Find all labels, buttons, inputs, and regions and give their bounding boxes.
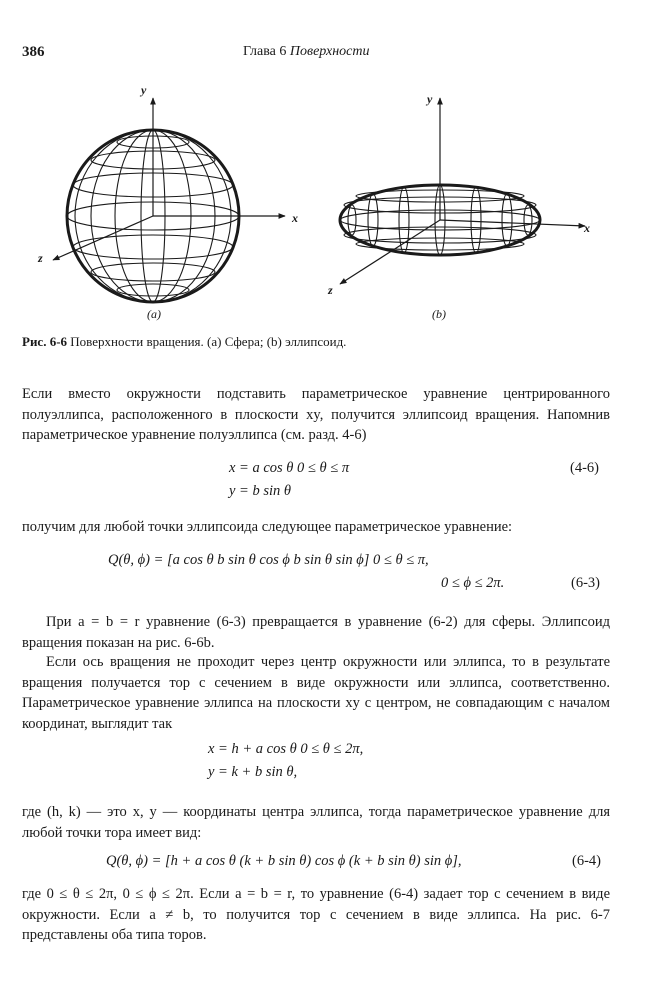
ellipsoid-x-label: x <box>584 221 590 235</box>
header-title: Поверхности <box>289 44 370 59</box>
figure-6-6 <box>0 0 666 330</box>
paragraph-3: При a = b = r уравнение (6-3) превращается в уравнение (6-2) для сферы. Эллипсоид вращения показан на рис. 6-6b. <box>22 614 610 651</box>
paragraph-4: Если ось вращения не проходит через центр окружности или эллипса, то в результате вращения получается тор с сечением в виде окружности или эллипса, соответственно. Параметрическое уравнение эллипса на плоскости xy с центром, не совпадающим с началом координат, выглядит так <box>22 654 610 732</box>
eq-6-3-line1: Q(θ, ϕ) = [a cos θ b sin θ cos ϕ b sin θ sin ϕ] 0 ≤ θ ≤ π, <box>108 552 429 568</box>
subfig-b-label: (b) <box>432 307 446 321</box>
eq-6-4: Q(θ, ϕ) = [h + a cos θ (k + b sin θ) cos ϕ (k + b sin θ) sin ϕ], <box>106 853 462 869</box>
ellipsoid-z-label: z <box>328 283 333 297</box>
eq-4-6-line1: x = a cos θ 0 ≤ θ ≤ π <box>229 460 350 476</box>
eq-4-6-line2: y = b sin θ <box>229 483 292 499</box>
sphere-y-label: y <box>141 83 147 97</box>
ellipsoid-drawing <box>340 98 585 284</box>
eq-6-3-number: (6-3) <box>571 575 600 591</box>
eq-6-3-line2: 0 ≤ ϕ ≤ 2π. <box>441 575 505 591</box>
eq-4-6-number: (4-6) <box>570 460 599 476</box>
eq-torus-ellipse-line2: y = k + b sin θ, <box>208 764 298 780</box>
header-chapter: Глава 6 <box>243 44 287 59</box>
paragraph-2: получим для любой точки эллипсоида следующее параметрическое уравнение: <box>22 519 513 535</box>
sphere-x-label: x <box>292 211 298 225</box>
caption-label: Рис. 6-6 <box>22 334 68 349</box>
paragraph-6: где 0 ≤ θ ≤ 2π, 0 ≤ ϕ ≤ 2π. Если a = b = r, то уравнение (6-4) задает тор с сечением в виде окружности. Если a ≠ b, то получится тор с сечением в виде эллипса. На рис. 6-7 представлены оба типа торов. <box>22 886 610 943</box>
caption-text: Поверхности вращения. (a) Сфера; (b) эллипсоид. <box>70 334 347 349</box>
ellipsoid-y-label: y <box>427 92 433 106</box>
subfig-a-label: (a) <box>147 307 161 321</box>
eq-6-4-number: (6-4) <box>572 853 601 869</box>
sphere-z-label: z <box>38 251 43 265</box>
page-number: 386 <box>22 44 45 60</box>
paragraph-1: Если вместо окружности подставить параметрическое уравнение центрированного полуэллипса, расположенного в плоскости xy, получится эллипсоид вращения. Напомнив параметрическое уравнение полуэллипса (см. разд. 4-6) <box>22 386 610 443</box>
eq-torus-ellipse-line1: x = h + a cos θ 0 ≤ θ ≤ 2π, <box>208 741 364 757</box>
sphere-drawing <box>53 98 285 302</box>
figure-caption <box>22 334 346 350</box>
paragraph-5: где (h, k) — это x, y — координаты центра эллипса, тогда параметрическое уравнение для любой точки тора имеет вид: <box>22 804 610 841</box>
